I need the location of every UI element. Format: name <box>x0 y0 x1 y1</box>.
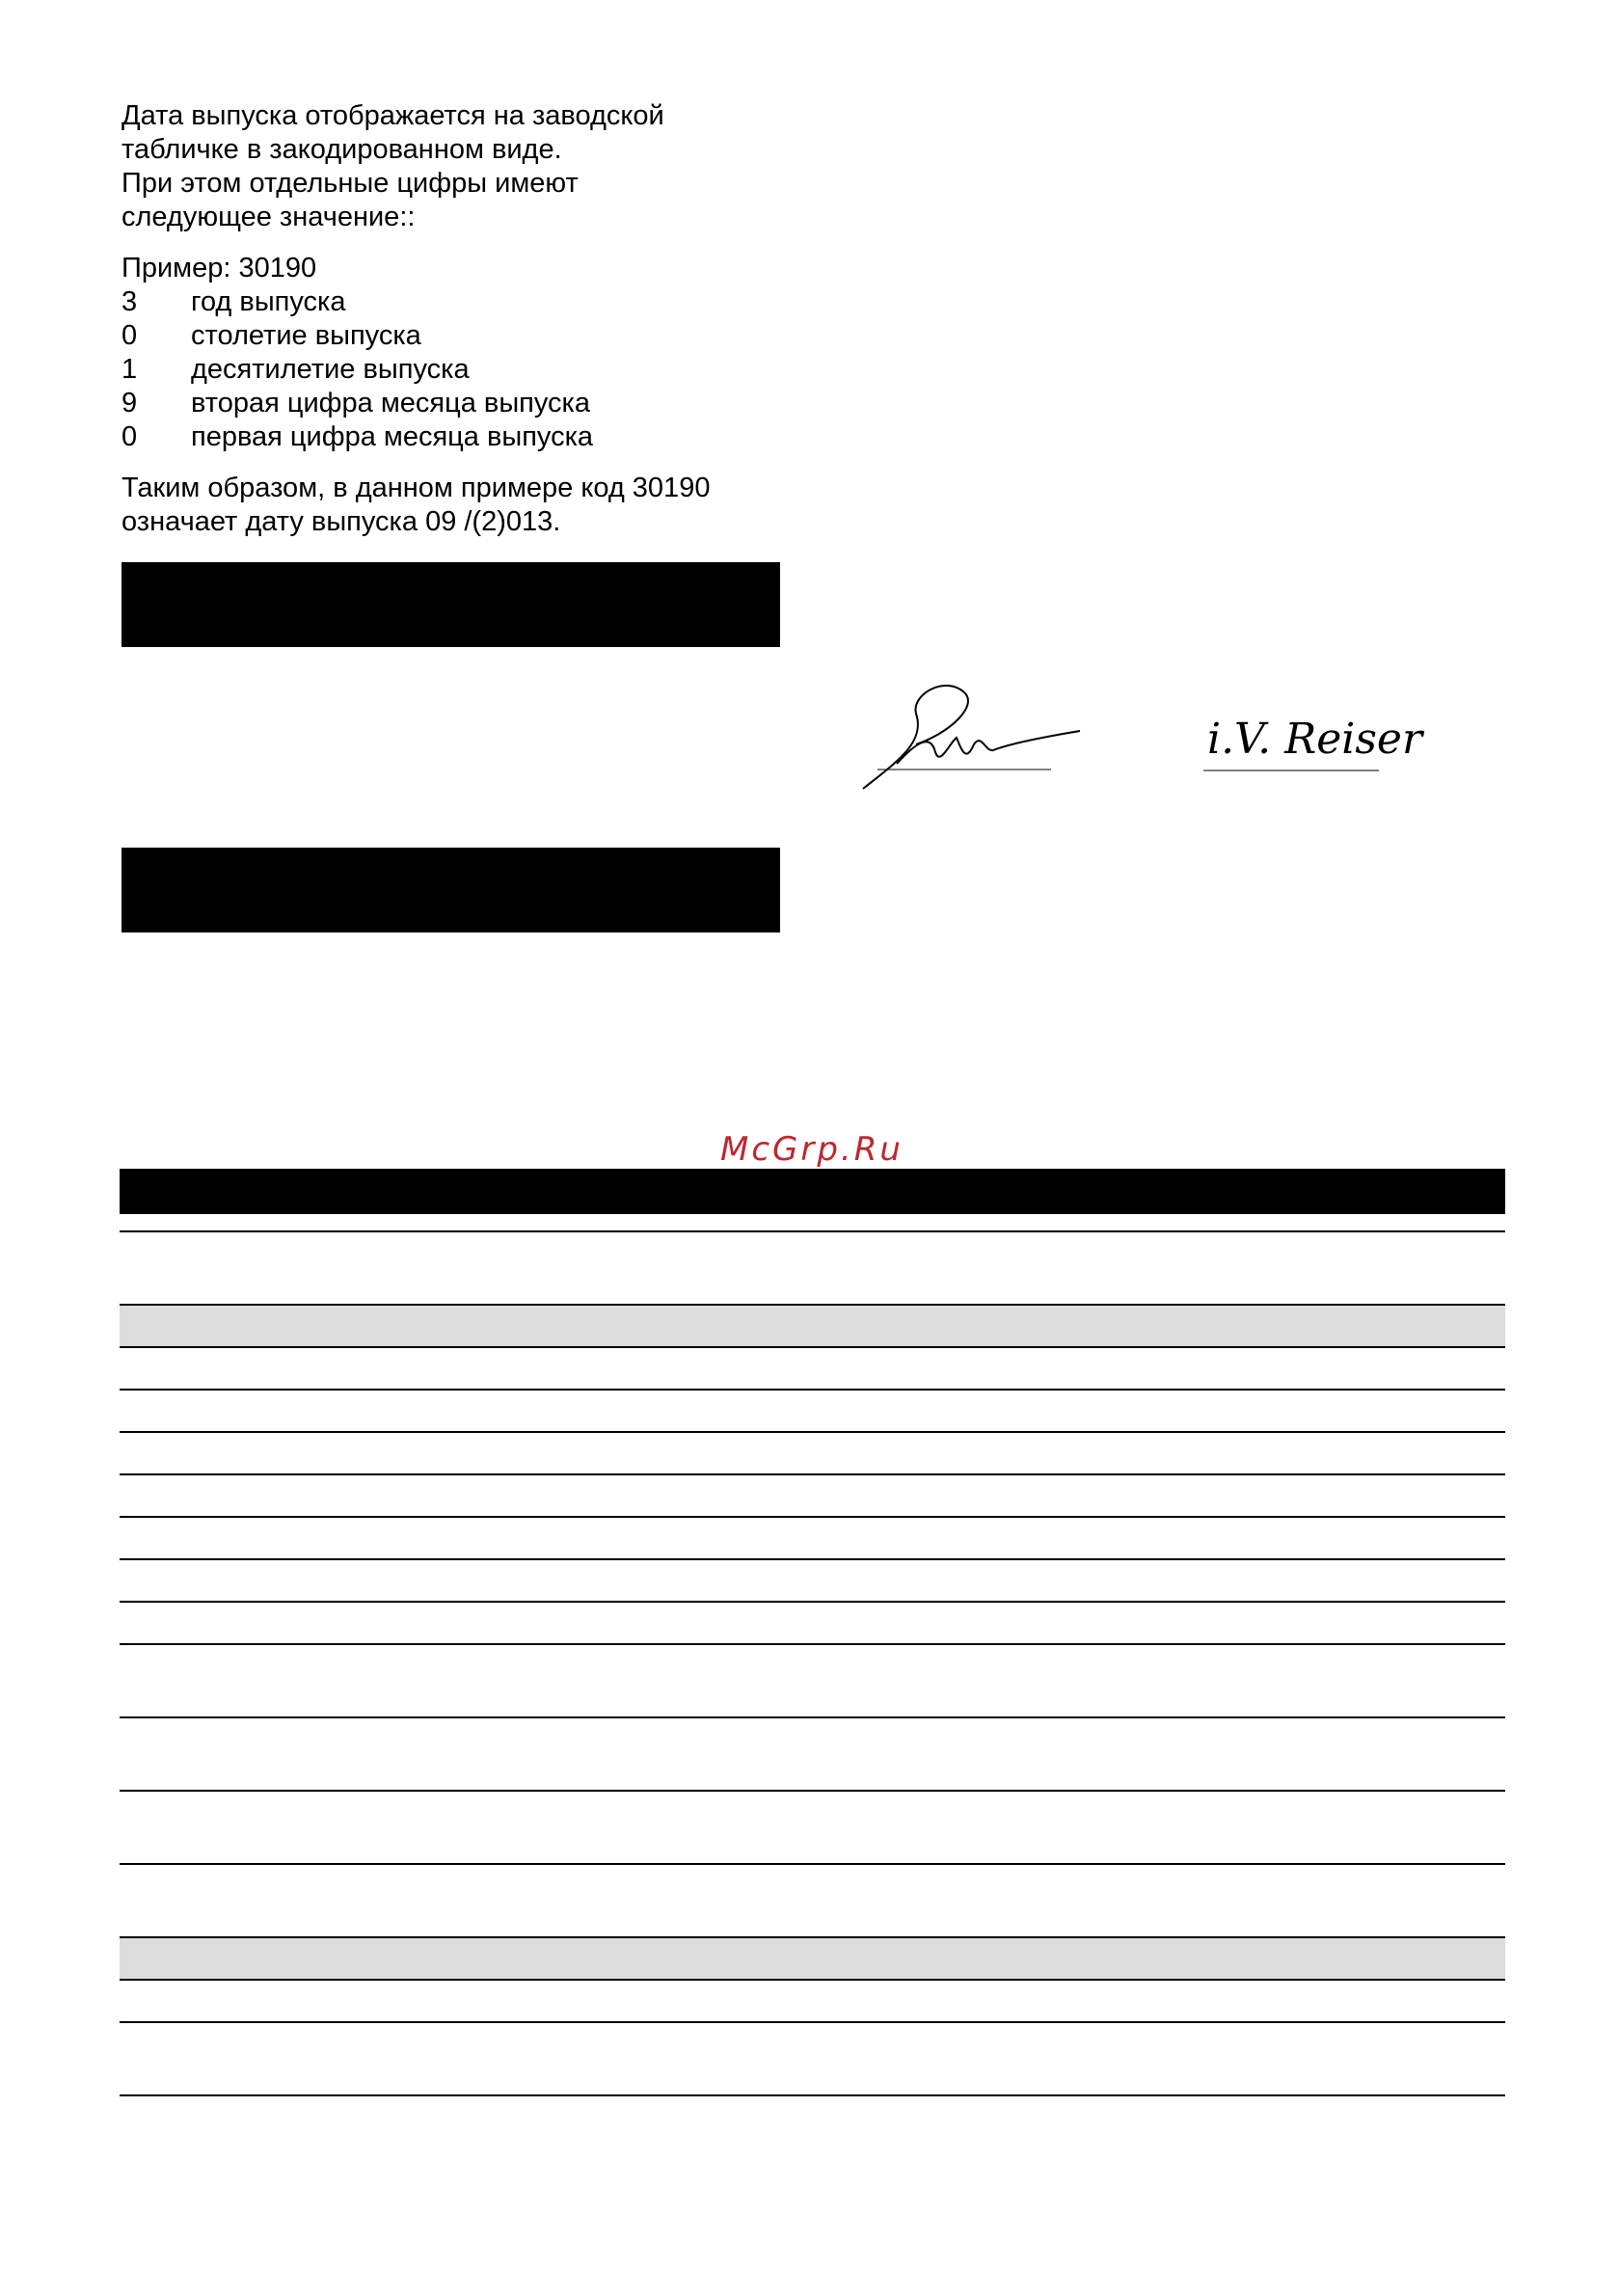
spec-table <box>120 0 1505 2296</box>
code-meaning: вторая цифра месяца выпуска <box>191 388 591 419</box>
code-meaning: первая цифра месяца выпуска <box>191 421 594 452</box>
code-digit: 0 <box>121 421 138 452</box>
table-row-line <box>120 1558 1505 1560</box>
table-row-line <box>120 2094 1505 2096</box>
table-row-line <box>120 1601 1505 1603</box>
table-row-line <box>120 1431 1505 1433</box>
table-row-line <box>120 1790 1505 1792</box>
code-digit: 3 <box>121 286 138 317</box>
code-digit: 1 <box>121 354 138 385</box>
table-row-line <box>120 2021 1505 2023</box>
table-row-line <box>120 1716 1505 1718</box>
table-row-line <box>120 1516 1505 1518</box>
table-row-line <box>120 1389 1505 1391</box>
signature-second-text: i.V. Reiser <box>1207 715 1423 764</box>
table-row-line <box>120 1936 1505 1938</box>
table-section-band <box>120 1936 1505 1979</box>
code-meaning: год выпуска <box>191 286 346 317</box>
intro-line: При этом отдельные цифры имеют <box>121 168 579 199</box>
intro-line: следующее значение:: <box>121 202 416 232</box>
intro-line: табличке в закодированном виде. <box>121 134 562 165</box>
table-row-line <box>120 1304 1505 1306</box>
code-digit: 9 <box>121 388 138 419</box>
example-label: Пример: 30190 <box>121 253 317 284</box>
code-digit: 0 <box>121 320 138 351</box>
table-row-line <box>120 1863 1505 1865</box>
code-meaning: десятилетие выпуска <box>191 354 470 385</box>
table-row-line <box>120 1979 1505 1981</box>
intro-line: Дата выпуска отображается на заводской <box>121 100 664 131</box>
watermark-text: McGrp.Ru <box>720 1130 904 1169</box>
table-row-line <box>120 1230 1505 1232</box>
table-row-line <box>120 1643 1505 1645</box>
code-meaning: столетие выпуска <box>191 320 421 351</box>
table-row-line <box>120 1473 1505 1475</box>
summary-line: Таким образом, в данном примере код 30190 <box>121 473 711 503</box>
summary-line: означает дату выпуска 09 /(2)013. <box>121 506 561 537</box>
table-row-line <box>120 1346 1505 1348</box>
table-section-band <box>120 1304 1505 1346</box>
